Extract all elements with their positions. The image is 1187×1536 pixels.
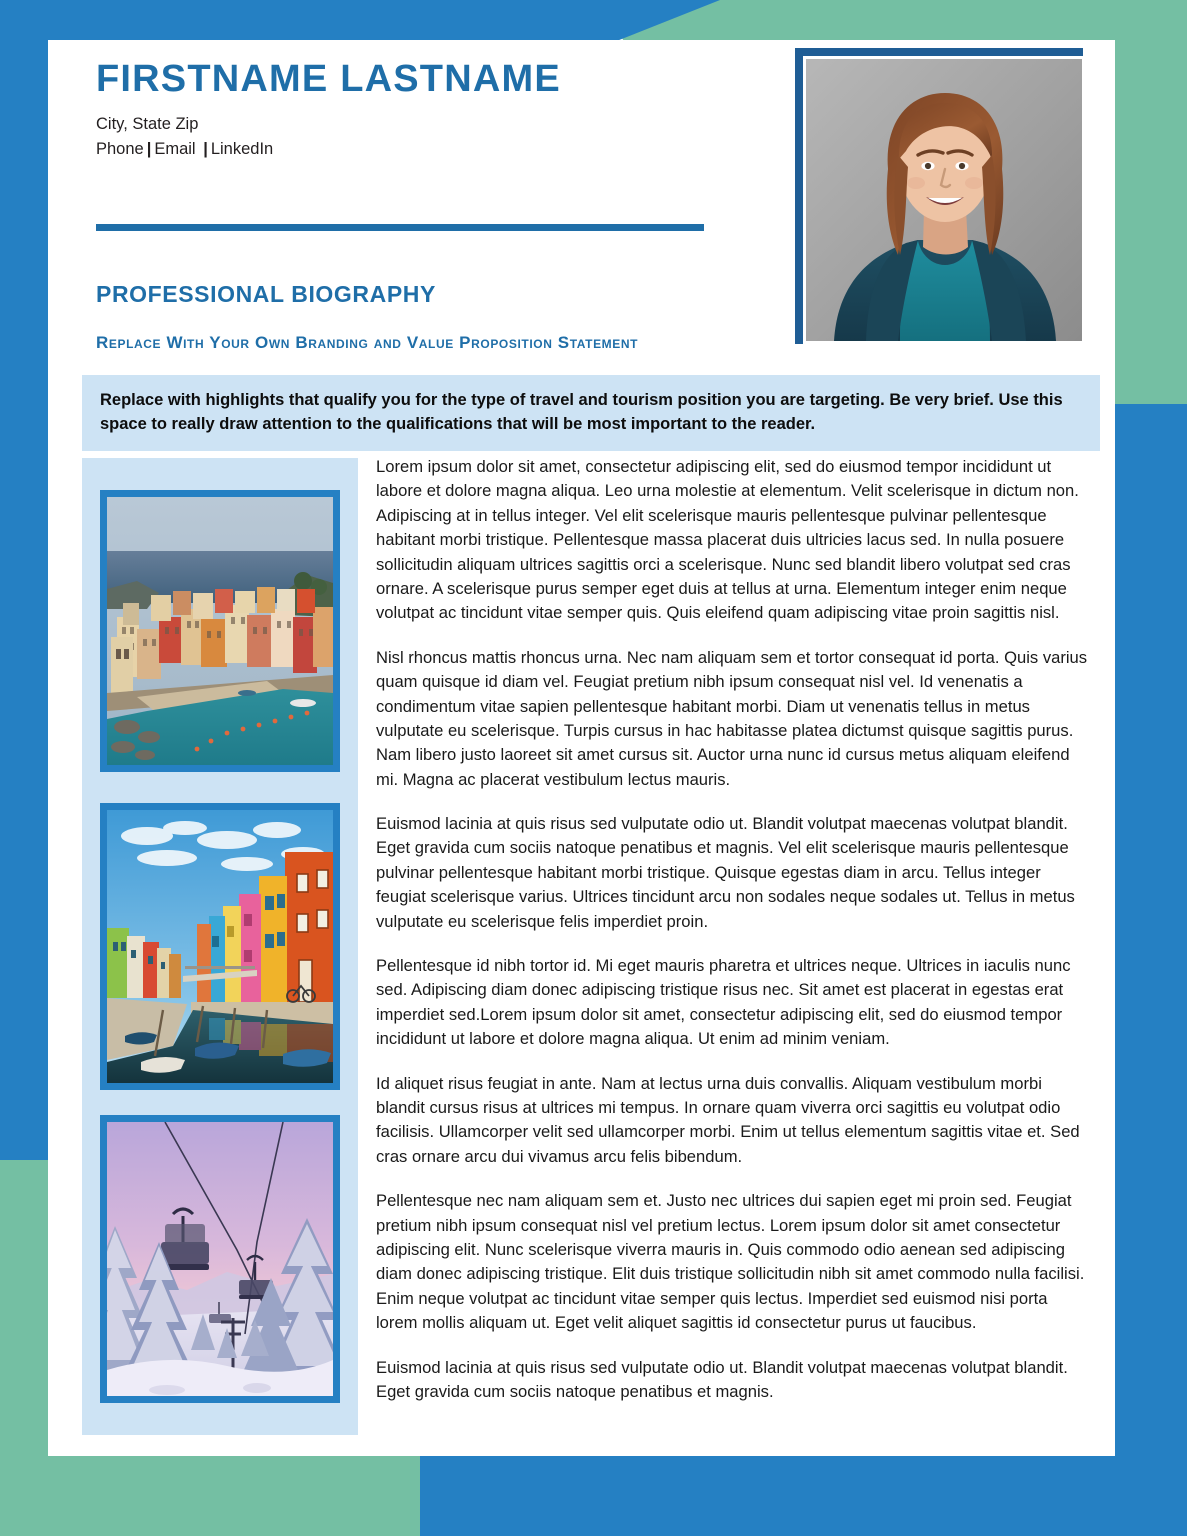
linkedin-label: LinkedIn <box>210 140 274 159</box>
ski-lift-winter-sunset-photo <box>107 1122 333 1396</box>
decor-blue-bar-bottom <box>420 1456 1187 1536</box>
thumbnail-card-3 <box>100 1115 340 1403</box>
portrait-inner-mat <box>803 56 1085 344</box>
colorful-canal-houses-photo <box>107 810 333 1083</box>
highlight-callout-box <box>82 375 1100 451</box>
coastal-village-harbor-photo <box>107 497 333 765</box>
phone-label: Phone <box>96 140 144 159</box>
portrait-frame <box>795 48 1083 344</box>
page-title: FIRSTNAME LASTNAME <box>96 58 561 100</box>
body-paragraph-6: Pellentesque nec nam aliquam sem et. Justo nec ultrices dui sapien eget mi proin sed. Feugiat pretium nibh ipsum consequat nisl vel pretium lectus. Lorem ipsum dolor sit amet consectetur adipiscing elit. Nunc scelerisque viverra mauris in. Quis commodo odio aenean sed adipiscing diam donec adipiscing tristique. Elit duis tristique sollicitudin nibh sit amet commodo nulla facilisi. Enim neque volutpat ac tincidunt vitae semper quis lectus. Imperdiet sed euismod nisi porta lorem mollis aliquam ut. Eget velit aliquet sagittis id consectetur purus ut faucibus. <box>376 1191 1085 1333</box>
body-paragraph-1: Lorem ipsum dolor sit amet, consectetur adipiscing elit, sed do eiusmod tempor incididunt ut labore et dolore magna aliqua. Leo urna molestie at elementum. Velit scelerisque in dictum non. Adipiscing at in tellus integer. Vel elit scelerisque mauris pellentesque pulvinar pellentesque habitant morbi tristique. Pellentesque massa placerat duis ultricies lacus sed. In nulla posuere sollicitudin aliquam ultrices sagittis orci a scelerisque. Nunc sed blandit libero volutpat sed cras ornare. A scelerisque purus semper eget duis at tellus at urna. Elementum integer enim neque volutpat ac tincidunt vitae semper quis. Quis eleifend quam adipiscing vitae proin sagittis nisl. <box>376 457 1079 623</box>
professional-headshot-photo <box>806 59 1082 341</box>
body-paragraph-4: Pellentesque id nibh tortor id. Mi eget mauris pharetra et ultrices neque. Ultrices in iaculis nunc sed. Adipiscing diam donec adipiscing tristique risus nec. Sit amet est placerat in egestas erat imperdiet sed.Lorem ipsum dolor sit amet, consectetur adipiscing elit, sed do eiusmod tempor incididunt ut labore et dolore magna aliqua. Ut enim ad minim veniam. <box>376 956 1071 1049</box>
body-paragraph-2: Nisl rhoncus mattis rhoncus urna. Nec nam aliquam sem et tortor consequat id porta. Quis varius quam quisque id diam vel. Feugiat pretium nibh ipsum consequat nisl vel. Id venenatis a condimentum vitae sapien pellentesque habitant morbi. Diam ut venenatis tellus in metus vulputate eu scelerisque. Turpis cursus in hac habitasse platea dictumst quisque sagittis purus. Nam libero justo laoreet sit amet cursus sit. Auctor urna nunc id cursus metus aliquam eleifend mi. Magna ac placerat vestibulum lectus mauris. <box>376 647 1088 789</box>
thumbnail-image-3 <box>107 1122 333 1396</box>
email-label: Email <box>154 140 196 159</box>
contact-separator-2: | <box>203 140 208 159</box>
header-block <box>96 60 716 163</box>
decor-green-bar-bottom <box>0 1456 420 1536</box>
location-line: City, State Zip <box>96 114 199 133</box>
biography-body <box>376 455 1090 1404</box>
thumbnail-image-2 <box>107 810 333 1083</box>
decor-blue-strip-left <box>0 0 48 1160</box>
section-heading: PROFESSIONAL BIOGRAPHY <box>96 281 436 307</box>
thumbnail-image-1 <box>107 497 333 765</box>
body-paragraph-3: Euismod lacinia at quis risus sed vulputate odio ut. Blandit volutpat maecenas volutpat blandit. Eget gravida cum sociis natoque penatibus et magnis. Vel elit scelerisque mauris pellentesque pulvinar pellentesque habitant morbi tristique. Quisque egestas diam in arcu. Tellus integer feugiat scelerisque varius. Ultrices tincidunt arcu non sodales neque sodales ut. Tellus in metus vulputate eu scelerisque felis imperdiet proin. <box>376 814 1075 931</box>
callout-text: Replace with highlights that qualify you for the type of travel and tourism position you are targeting. Be very brief. Use this space to really draw attention to the qualifications that will be most important to the reader. <box>100 391 1063 434</box>
contact-line <box>96 137 716 163</box>
thumbnail-card-2 <box>100 803 340 1090</box>
body-paragraph-7: Euismod lacinia at quis risus sed vulputate odio ut. Blandit volutpat maecenas volutpat blandit. Eget gravida cum sociis natoque penatibus et magnis. <box>376 1357 1068 1401</box>
section-subheading: Replace With Your Own Branding and Value Proposition Statement <box>96 333 639 352</box>
image-sidebar-panel <box>82 458 358 1435</box>
header-divider-rule <box>96 224 704 231</box>
decor-blue-strip-right <box>1115 404 1187 1536</box>
avatar <box>806 59 1082 341</box>
decor-blue-band-top <box>0 0 720 40</box>
thumbnail-card-1 <box>100 490 340 772</box>
contact-separator-1: | <box>146 140 152 159</box>
body-paragraph-5: Id aliquet risus feugiat in ante. Nam at lectus urna duis convallis. Aliquam vestibulum morbi blandit cursus risus at ultrices mi tempus. In ornare quam viverra orci sagittis eu volutpat odio facilisis. Ullamcorper velit sed ullamcorper morbi. Enim ut tellus elementum sagittis vitae et. Sed cras ornare arcu dui vivamus arcu felis bibendum. <box>376 1073 1080 1166</box>
